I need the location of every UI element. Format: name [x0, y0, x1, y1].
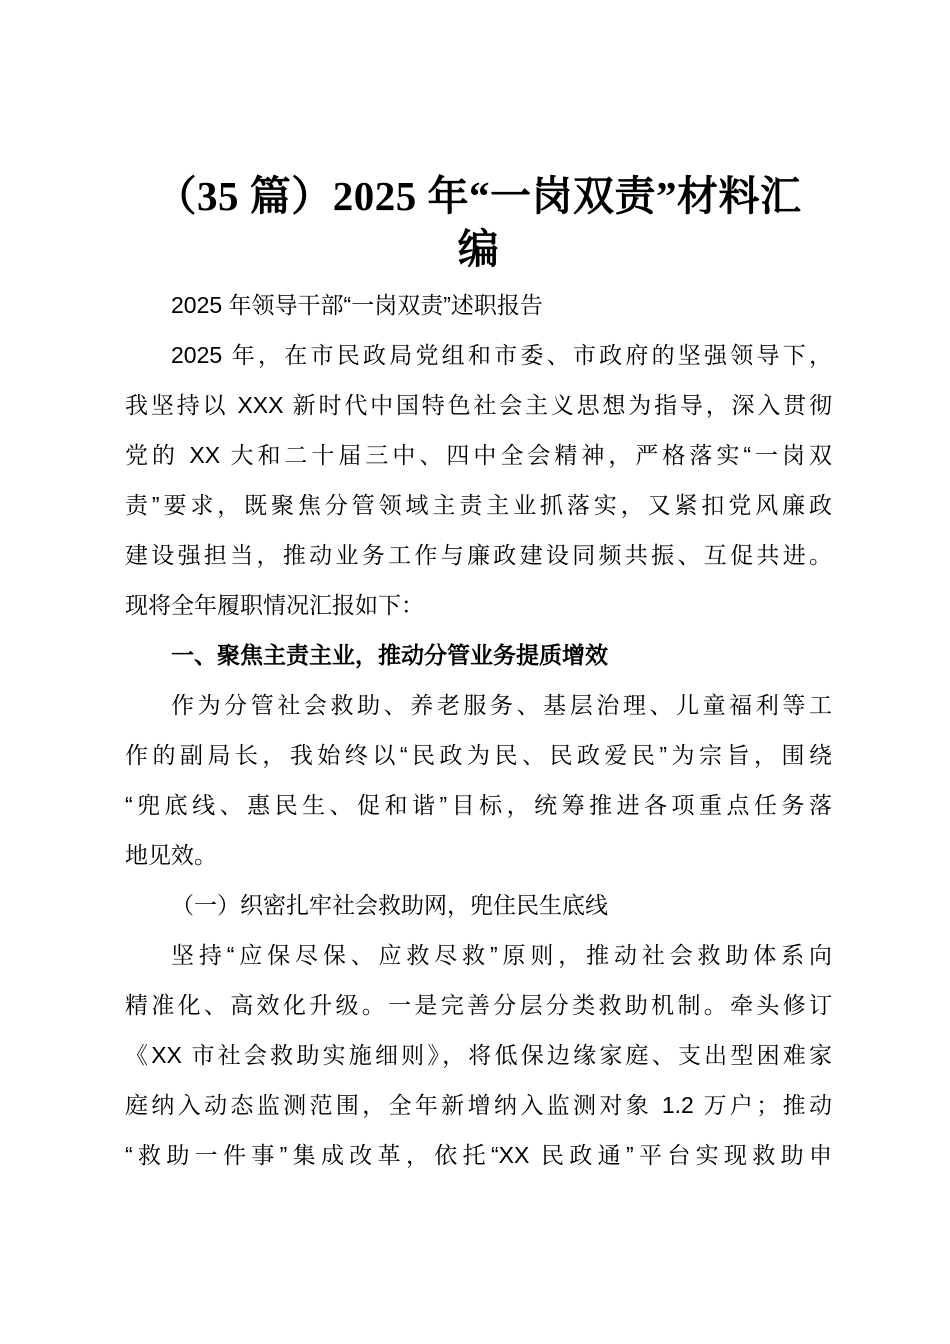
text-line: 我坚持以 XXX 新时代中国特色社会主义思想为指导，深入贯彻	[125, 392, 832, 418]
paragraph	[125, 330, 832, 630]
document-title-line-1: （35 篇）2025 年“一岗双责”材料汇	[155, 173, 802, 219]
text-line: 《XX 市社会救助实施细则》，将低保边缘家庭、支出型困难家	[125, 1042, 832, 1068]
text-line: 2025 年，在市民政局党组和市委、市政府的坚强领导下，	[171, 342, 832, 368]
paragraph	[125, 930, 832, 1180]
text-line: 2025 年领导干部“一岗双责”述职报告	[171, 292, 543, 318]
text-line: “兜底线、惠民生、促和谐”目标，统筹推进各项重点任务落	[125, 792, 832, 818]
paragraph	[125, 280, 832, 330]
text-line: （一）织密扎牢社会救助网，兜住民生底线	[171, 892, 608, 918]
heading	[125, 630, 832, 680]
text-line: 作为分管社会救助、养老服务、基层治理、儿童福利等工	[171, 692, 832, 718]
text-line: 一、聚焦主责主业，推动分管业务提质增效	[171, 642, 608, 668]
text-line: 精准化、高效化升级。一是完善分层分类救助机制。牵头修订	[125, 992, 832, 1018]
text-line: 现将全年履职情况汇报如下：	[125, 592, 424, 618]
text-line: 建设强担当，推动业务工作与廉政建设同频共振、互促共进。	[125, 542, 832, 568]
text-line: 坚持“应保尽保、应救尽救”原则，推动社会救助体系向	[171, 942, 832, 968]
document-title	[125, 170, 832, 276]
text-line: “救助一件事”集成改革，依托“XX 民政通”平台实现救助申	[125, 1142, 832, 1168]
text-line: 党的 XX 大和二十届三中、四中全会精神，严格落实“一岗双	[125, 442, 832, 468]
paragraph	[125, 680, 832, 880]
document-title-line-2: 编	[457, 226, 500, 272]
text-line: 责”要求，既聚焦分管领域主责主业抓落实，又紧扣党风廉政	[125, 492, 832, 518]
document-body	[125, 280, 832, 1180]
text-line: 庭纳入动态监测范围，全年新增纳入监测对象 1.2 万户；推动	[125, 1092, 832, 1118]
text-line: 地见效。	[125, 842, 217, 868]
subheading	[125, 880, 832, 930]
text-line: 作的副局长，我始终以“民政为民、民政爱民”为宗旨，围绕	[125, 742, 832, 768]
